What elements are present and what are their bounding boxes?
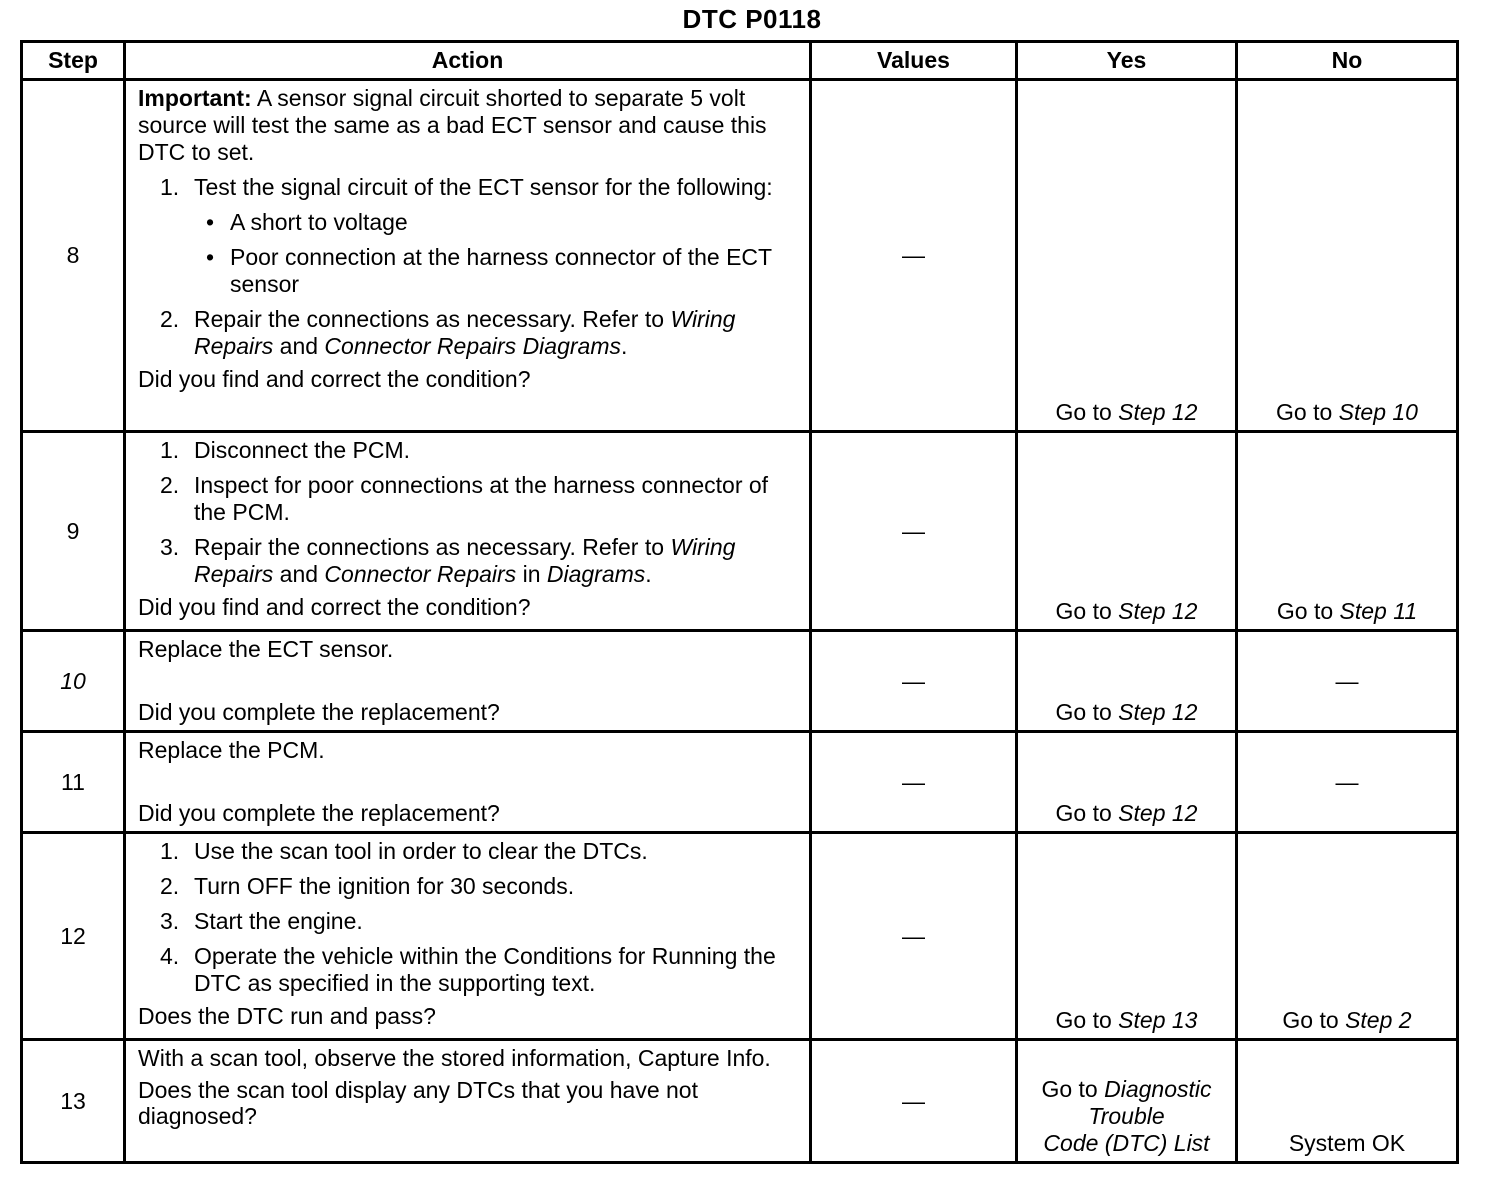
- question-text: Did you complete the replacement?: [138, 699, 500, 725]
- no-cell: System OK: [1237, 1040, 1458, 1163]
- yes-prefix: Go to: [1055, 399, 1119, 425]
- question-text: Does the scan tool display any DTCs that you have not diagnosed?: [138, 1077, 698, 1129]
- table-row-step-11: [22, 732, 1458, 833]
- yes-prefix: Go to: [1055, 800, 1119, 826]
- item-text: .: [621, 333, 628, 359]
- values-cell: —: [811, 1040, 1017, 1163]
- list-item: [138, 873, 801, 900]
- yes-step-link[interactable]: Step 12: [1118, 399, 1198, 425]
- no-cell: [1237, 833, 1458, 1040]
- list-item: [138, 472, 801, 526]
- table-row-step-12: [22, 833, 1458, 1040]
- table-row-step-13: [22, 1040, 1458, 1163]
- yes-step-link[interactable]: Step 12: [1118, 699, 1198, 725]
- item-number: 2.: [160, 873, 180, 899]
- reference-link[interactable]: Diagrams: [546, 561, 646, 587]
- action-text: Replace the ECT sensor.: [138, 636, 394, 662]
- list-item: [138, 943, 801, 997]
- yes-prefix: Go to: [1041, 1076, 1105, 1102]
- item-text: .: [645, 561, 652, 587]
- question-text: Did you find and correct the condition?: [138, 366, 531, 392]
- page-title-text: DTC P0118: [682, 4, 822, 34]
- step-number: 8: [22, 80, 125, 432]
- dtc-list-link[interactable]: Trouble: [1088, 1103, 1165, 1129]
- list-item: [138, 174, 801, 298]
- values-cell: —: [811, 833, 1017, 1040]
- item-text: Disconnect the PCM.: [194, 437, 411, 463]
- no-cell: [1237, 80, 1458, 432]
- bullet-text: Poor connection at the harness connector of the ECT sensor: [230, 244, 772, 297]
- bullet-item: [194, 244, 801, 298]
- bullet-list: [194, 209, 801, 298]
- bullet-text: A short to voltage: [230, 209, 408, 235]
- list-item: [138, 908, 801, 935]
- list-item: [138, 306, 801, 360]
- dtc-list-link[interactable]: Diagnostic: [1104, 1076, 1212, 1102]
- item-text: Start the engine.: [194, 908, 363, 934]
- question-text: Does the DTC run and pass?: [138, 1003, 436, 1029]
- yes-step-link[interactable]: Step 12: [1118, 598, 1198, 624]
- header-values: Values: [811, 42, 1017, 80]
- no-step-link[interactable]: Step 10: [1338, 399, 1418, 425]
- header-action: Action: [125, 42, 811, 80]
- no-cell: —: [1237, 631, 1458, 732]
- item-text: Operate the vehicle within the Conditions for Running the DTC as specified in the supporting text.: [194, 943, 776, 996]
- yes-prefix: Go to: [1055, 1007, 1119, 1033]
- no-cell: [1237, 432, 1458, 631]
- item-number: 1.: [160, 174, 180, 200]
- item-number: 4.: [160, 943, 180, 969]
- important-text: A sensor signal circuit shorted to separate 5 volt source will test the same as a bad ECT sensor and cause this DTC to set.: [138, 85, 767, 165]
- reference-link[interactable]: Connector Repairs: [324, 561, 517, 587]
- important-label: Important:: [138, 85, 252, 111]
- item-text: Repair the connections as necessary. Refer to: [194, 534, 671, 560]
- item-text: Repair the connections as necessary. Refer to: [194, 306, 671, 332]
- no-prefix: Go to: [1276, 598, 1340, 624]
- action-cell: [125, 432, 811, 631]
- no-prefix: Go to: [1282, 1007, 1346, 1033]
- bullet-icon: •: [206, 209, 215, 235]
- table-row-step-9: [22, 432, 1458, 631]
- item-number: 1.: [160, 838, 180, 864]
- item-text: and: [273, 561, 325, 587]
- reference-link[interactable]: Wiring Repairs: [194, 306, 736, 359]
- question-text: Did you complete the replacement?: [138, 800, 500, 826]
- values-cell: —: [811, 732, 1017, 833]
- item-number: 1.: [160, 437, 180, 463]
- bullet-icon: •: [206, 244, 215, 270]
- yes-cell: [1017, 732, 1237, 833]
- yes-cell: [1017, 80, 1237, 432]
- reference-link[interactable]: Wiring Repairs: [194, 534, 736, 587]
- no-step-link[interactable]: Step 2: [1345, 1007, 1412, 1033]
- list-item: [138, 437, 801, 464]
- yes-prefix: Go to: [1055, 598, 1119, 624]
- header-no: No: [1237, 42, 1458, 80]
- values-cell: —: [811, 80, 1017, 432]
- step-number: 11: [22, 732, 125, 833]
- yes-step-link[interactable]: Step 13: [1118, 1007, 1198, 1033]
- dtc-list-link[interactable]: Code (DTC) List: [1043, 1130, 1210, 1156]
- item-text: Turn OFF the ignition for 30 seconds.: [194, 873, 575, 899]
- bullet-item: [194, 209, 801, 236]
- list-item: [138, 534, 801, 588]
- no-cell: —: [1237, 732, 1458, 833]
- no-prefix: Go to: [1276, 399, 1339, 425]
- action-cell: [125, 732, 811, 833]
- yes-cell: [1017, 432, 1237, 631]
- important-note: [138, 85, 801, 166]
- action-list: [138, 437, 801, 588]
- step-number: 10: [22, 631, 125, 732]
- yes-cell: [1017, 833, 1237, 1040]
- item-number: 3.: [160, 908, 180, 934]
- diagnostic-table: [20, 40, 1459, 1164]
- no-step-link[interactable]: Step 11: [1339, 598, 1418, 624]
- item-text: Use the scan tool in order to clear the DTCs.: [194, 838, 648, 864]
- action-list: [138, 838, 801, 997]
- item-text: Test the signal circuit of the ECT sensor for the following:: [194, 174, 773, 200]
- question-text: Did you find and correct the condition?: [138, 594, 531, 620]
- action-text: With a scan tool, observe the stored information, Capture Info.: [138, 1045, 771, 1071]
- step-number: 12: [22, 833, 125, 1040]
- item-number: 3.: [160, 534, 180, 560]
- list-item: [138, 838, 801, 865]
- reference-link[interactable]: Connector Repairs Diagrams: [324, 333, 621, 359]
- action-text: Replace the PCM.: [138, 737, 325, 763]
- header-step: Step: [22, 42, 125, 80]
- step-number: 9: [22, 432, 125, 631]
- item-text: Inspect for poor connections at the harness connector of the PCM.: [194, 472, 769, 525]
- page-title: [0, 4, 1354, 35]
- item-text: and: [273, 333, 325, 359]
- item-number: 2.: [160, 472, 180, 498]
- values-cell: —: [811, 631, 1017, 732]
- item-text: in: [516, 561, 547, 587]
- action-list: [138, 174, 801, 360]
- action-cell: [125, 833, 811, 1040]
- table-header-row: [22, 42, 1458, 80]
- step-number: 13: [22, 1040, 125, 1163]
- yes-prefix: Go to: [1055, 699, 1119, 725]
- yes-step-link[interactable]: Step 12: [1118, 800, 1198, 826]
- header-yes: Yes: [1017, 42, 1237, 80]
- yes-cell: [1017, 631, 1237, 732]
- action-cell: [125, 1040, 811, 1163]
- yes-cell: [1017, 1040, 1237, 1163]
- table-row-step-10: [22, 631, 1458, 732]
- action-cell: [125, 631, 811, 732]
- table-row-step-8: [22, 80, 1458, 432]
- values-cell: —: [811, 432, 1017, 631]
- action-cell: [125, 80, 811, 432]
- item-number: 2.: [160, 306, 180, 332]
